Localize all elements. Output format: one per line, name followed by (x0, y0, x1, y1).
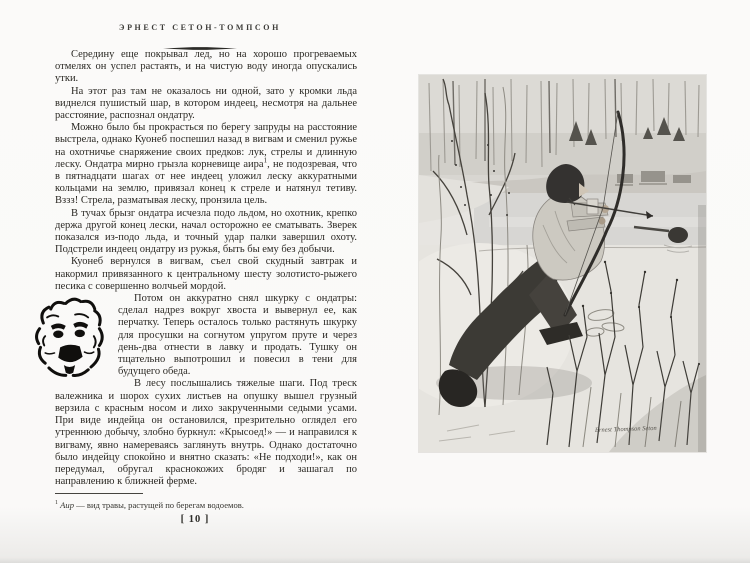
paragraph-text: Можно было бы прокрасться по берегу запруды на расстояние выстрела, однако Куонеб поспешил назад в вигвам и сменил ружье на охотничье снаряжение своих предков: лук, стрелы и длинную леску. Ондатра мирно грызла корневище аира (55, 122, 357, 170)
archer-illustration (419, 75, 706, 452)
paragraph: В лесу послышались тяжелые шаги. Под треск валежника и шорох сухих листьев на опушку вышел грузный верзила с красным носом и лихо закрученными седыми усами. При виде индейца он остановился, презрительно оглядел его утреннюю добычу, злобно буркнул: «Крысоед!» — и направился к вигваму, явно намереваясь заглянуть внутрь. Однако достаточно было индейцу спокойно и внятно сказать: «Не подходи!», как он передумал, обругал краснокожих бродяг и зашагал по направлению к ближней ферме. (55, 378, 357, 488)
footnote-block (55, 493, 357, 510)
footnote-ref: 1 (263, 156, 268, 165)
paragraph: Куонеб вернулся в вигвам, съел свой скудный завтрак и накормил привязанного к центральному шесту золотисто-рыжего песика с совершенно волчьей мордой. (55, 256, 357, 292)
footnote-marker: 1 (55, 500, 58, 506)
artist-signature: Ernest Thompson Seton (594, 424, 657, 434)
paragraph (55, 122, 357, 207)
archer-drawing (419, 75, 706, 452)
body-text (55, 49, 357, 488)
dog-head-illustration (27, 295, 112, 381)
paragraph-text: , не подозревая, что в пятнадцати шагах от нее индеец уложил леску аккуратными кольцами на землю, привязал конец к стреле и натянул тетиву. Вззз! Стрела, разматывая леску, пронзила цель. (55, 158, 357, 207)
footnote-rule (55, 493, 143, 494)
paragraph: Середину еще покрывал лед, но на хорошо прогреваемых отмелях он успел растаять, и на чистую воду иногда опускались утки. (55, 49, 357, 85)
paragraph: На этот раз там не оказалось ни одной, зато у кромки льда виднелся пушистый шар, в котором индеец, несмотря на дальнее расстояние, распознал ондатру. (55, 85, 357, 122)
dog-head-drawing (27, 295, 112, 381)
footnote (55, 498, 357, 510)
running-head: ЭРНЕСТ СЕТОН-ТОМПСОН (119, 23, 281, 32)
paragraph: Потом он аккуратно снял шкурку с ондатры: сделал надрез вокруг хвоста и вывернул ее, как перчатку. Теперь осталось только растянуть шкурку для просушки на согнутом упругом пруте и через день-два отнести в лавку и продать. Тушку он тщательно выпотрошил и повесил в тени для будущего обеда. (118, 293, 357, 378)
paragraph: В тучах брызг ондатра исчезла подо льдом, но охотник, крепко держа другой конец лески, начал осторожно ее сматывать. Зверек показался из-подо льда, и точный удар палки завершил охоту. Подстрели индеец ондатру из ружья, быть бы ему без добычи. (55, 207, 357, 256)
footnote-text: — вид травы, растущей по берегам водоемов. (74, 499, 244, 510)
right-page (375, 0, 750, 563)
page-number: [ 10 ] (180, 514, 210, 525)
footnote-term: Аир (60, 499, 74, 510)
header-rule-icon (163, 38, 237, 43)
